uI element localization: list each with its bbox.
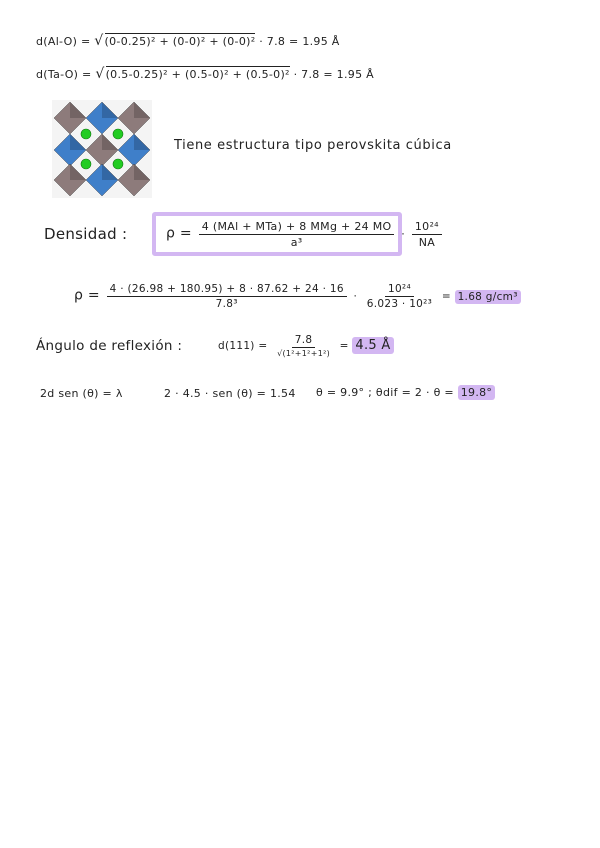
d111-fraction (274, 334, 333, 358)
fraction-numerator: 10²⁴ (412, 220, 442, 235)
theta-calculation (316, 386, 495, 399)
bragg-law: 2d sen (θ) = λ (40, 387, 123, 400)
sqrt-sign: √ (94, 33, 104, 49)
fraction-numerator: 10²⁴ (385, 283, 414, 297)
green-atom (113, 129, 123, 139)
density-label: Densidad : (44, 225, 128, 243)
sqrt-sign: √ (95, 66, 105, 82)
rho-label: ρ = (166, 225, 192, 242)
multiply-dot: · (401, 227, 406, 241)
fraction-denominator: √(1²+1²+1²) (277, 349, 331, 358)
fraction-numerator: 4 (MAl + MTa) + 8 MMg + 24 MO (199, 220, 395, 235)
green-atom (81, 129, 91, 139)
fraction-numerator: 7.8 (292, 334, 316, 348)
bragg-calculation: 2 · 4.5 · sen (θ) = 1.54 (164, 387, 296, 400)
distance-al-o-label: d(Al-O) = (36, 35, 91, 48)
equals-sign: = (441, 290, 451, 303)
multiply-dot: · (353, 290, 358, 303)
fraction-numerator: 4 · (26.98 + 180.95) + 8 · 87.62 + 24 · 16 (107, 283, 347, 297)
theta-expression: θ = 9.9° ; θdif = 2 · θ = (316, 386, 454, 399)
fraction-denominator: a³ (290, 236, 303, 249)
distance-ta-o-label: d(Ta-O) = (36, 68, 92, 81)
distance-ta-o (36, 66, 374, 82)
fraction-denominator: NA (418, 236, 436, 249)
distance-ta-o-radicand: (0.5-0.25)² + (0.5-0)² + (0.5-0)² (105, 68, 290, 81)
perovskite-structure-image (52, 100, 152, 198)
density-main-fraction (199, 220, 395, 249)
theta-result: 19.8° (458, 385, 496, 400)
reflection-label: Ángulo de reflexión : (36, 338, 183, 354)
interplanar-distance (218, 334, 394, 358)
distance-al-o (36, 33, 340, 49)
distance-al-o-result: · 7.8 = 1.95 Å (259, 35, 340, 48)
rho-label: ρ = (74, 287, 100, 304)
fraction-denominator: 6.023 · 10²³ (366, 298, 433, 310)
d111-label: d(111) = (218, 340, 268, 352)
density-formula (166, 220, 445, 249)
density-calculation (74, 283, 521, 310)
distance-ta-o-result: · 7.8 = 1.95 Å (293, 68, 374, 81)
density-calc-avogadro (364, 283, 435, 310)
green-atom (113, 159, 123, 169)
distance-al-o-radicand: (0-0.25)² + (0-0)² + (0-0)² (104, 35, 256, 48)
d111-result: 4.5 Å (352, 337, 393, 354)
density-result: 1.68 g/cm³ (455, 290, 521, 304)
structure-caption: Tiene estructura tipo perovskita cúbica (174, 138, 452, 153)
avogadro-fraction (412, 220, 442, 249)
fraction-denominator: 7.8³ (215, 298, 238, 310)
density-calc-fraction (107, 283, 347, 310)
green-atom (81, 159, 91, 169)
equals-sign: = (339, 340, 349, 352)
